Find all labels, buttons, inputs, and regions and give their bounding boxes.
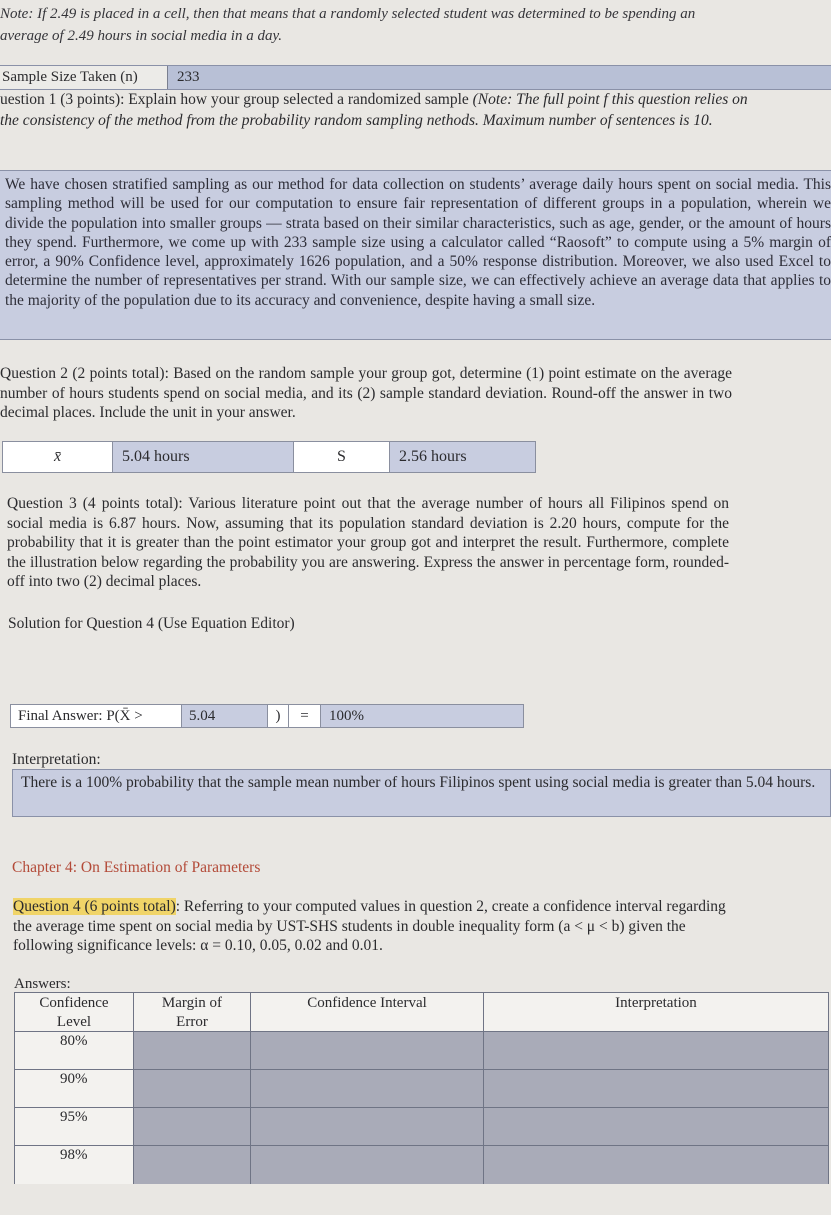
interpretation-cell[interactable] xyxy=(484,1032,828,1070)
confidence-level-cell: 80% xyxy=(15,1032,134,1070)
question-4 xyxy=(13,897,733,956)
header-interpretation: Interpretation xyxy=(615,995,697,1011)
question-1-answer[interactable]: We have chosen stratified sampling as our method for data collection on students’ average daily hours spent on social media. This sampling method will be used for our computation to ensure fair representation of different groups in a population, wherein we divide the population into smaller groups — strata based on their similar characteristics, such as age, gender, or the amount of hours they spend. Furthermore, we come up with 233 sample size using a calculator called “Raosoft” to compute using a 5% margin of error, a 90% Confidence level, approximately 1626 population, and a 50% response distribution. Moreover, we also used Excel to determine the number of representatives per strand. With our sample size, we can effectively achieve an average data that applies to the majority of the population due to its accuracy and convenience, despite having a small size. xyxy=(0,170,831,340)
confidence-interval-cell[interactable] xyxy=(251,1146,484,1184)
question-2: Question 2 (2 points total): Based on the random sample your group got, determine (1) point estimate on the average number of hours students spend on social media, and its (2) sample standard deviation. Round-off the answer in two decimal places. Include the unit in your answer. xyxy=(0,365,732,421)
confidence-interval-cell[interactable] xyxy=(251,1108,484,1146)
interpretation-cell[interactable] xyxy=(484,1146,828,1184)
question-4-text: : Referring to your computed values in question 2, create a confidence interval regarding the average time spent on social media by UST-SHS students in double inequality form (a < μ < b) given the following significance levels: α = 0.10, 0.05, 0.02 and 0.01. xyxy=(13,898,726,954)
margin-of-error-cell[interactable] xyxy=(134,1108,251,1146)
sample-size-value[interactable]: 233 xyxy=(177,69,200,85)
header-confidence-level: Confidence Level xyxy=(15,993,134,1031)
confidence-level-cell: 95% xyxy=(15,1108,134,1146)
header-margin-of-error: Margin of Error xyxy=(134,993,251,1031)
confidence-interval-cell[interactable] xyxy=(251,1032,484,1070)
question-2-answer-table xyxy=(2,441,536,473)
table-row xyxy=(15,1107,828,1146)
question-1-note: (Note: The full point f this question relies on the consistency of the method from the probability random sampling nethods. Maximum number of sentences is 10. xyxy=(0,91,748,129)
table-row xyxy=(15,1069,828,1108)
final-answer-value[interactable]: 5.04 xyxy=(182,705,268,727)
final-answer-equals: = xyxy=(289,705,321,727)
xbar-value[interactable]: 5.04 hours xyxy=(113,442,294,472)
interpretation-answer[interactable]: There is a 100% probability that the sample mean number of hours Filipinos spent using social media is greater than 5.04 hours. xyxy=(12,769,831,817)
confidence-level-cell: 98% xyxy=(15,1146,134,1184)
question-4-highlight: Question 4 (6 points total) xyxy=(13,898,176,915)
interpretation-cell[interactable] xyxy=(484,1070,828,1108)
question-3: Question 3 (4 points total): Various literature point out that the average number of hours all Filipinos spend on social media is 6.87 hours. Now, assuming that its population standard deviation is 2.20 hours, compute for the probability that it is greater than the point estimator your group got and interpret the result. Furthermore, complete the illustration below regarding the probability you are answering. Express the answer in percentage form, rounded-off into two (2) decimal places. xyxy=(7,495,729,590)
final-answer-label: Final Answer: P(X̄ > xyxy=(11,705,182,727)
s-label: S xyxy=(294,442,390,472)
margin-of-error-cell[interactable] xyxy=(134,1070,251,1108)
confidence-interval-cell[interactable] xyxy=(251,1070,484,1108)
question-1 xyxy=(0,89,760,131)
note-line-2: average of 2.49 hours in social media in a day. xyxy=(0,28,283,44)
xbar-label: x̄ xyxy=(3,442,113,472)
header-confidence-interval: Confidence Interval xyxy=(251,993,484,1031)
s-value[interactable]: 2.56 hours xyxy=(390,442,535,472)
answers-label: Answers: xyxy=(14,976,71,992)
note-line-1: Note: If 2.49 is placed in a cell, then that means that a randomly selected student was determined to be spending an xyxy=(0,6,696,22)
final-answer-row xyxy=(10,704,524,728)
final-answer-result[interactable]: 100% xyxy=(321,705,523,727)
question-1-text: uestion 1 (3 points): Explain how your group selected a randomized sample xyxy=(0,91,473,108)
instruction-note xyxy=(0,3,831,47)
solution-label: Solution for Question 4 (Use Equation Editor) xyxy=(8,615,295,632)
table-row xyxy=(15,1145,828,1184)
sample-size-row xyxy=(0,65,831,90)
interpretation-cell[interactable] xyxy=(484,1108,828,1146)
confidence-interval-table xyxy=(14,992,829,1184)
final-answer-close-paren: ) xyxy=(268,705,289,727)
chapter-heading: Chapter 4: On Estimation of Parameters xyxy=(12,859,261,876)
margin-of-error-cell[interactable] xyxy=(134,1146,251,1184)
margin-of-error-cell[interactable] xyxy=(134,1032,251,1070)
confidence-level-cell: 90% xyxy=(15,1070,134,1108)
interpretation-label: Interpretation: xyxy=(12,751,101,768)
sample-size-label: Sample Size Taken (n) xyxy=(0,66,168,89)
table-row xyxy=(15,1031,828,1070)
